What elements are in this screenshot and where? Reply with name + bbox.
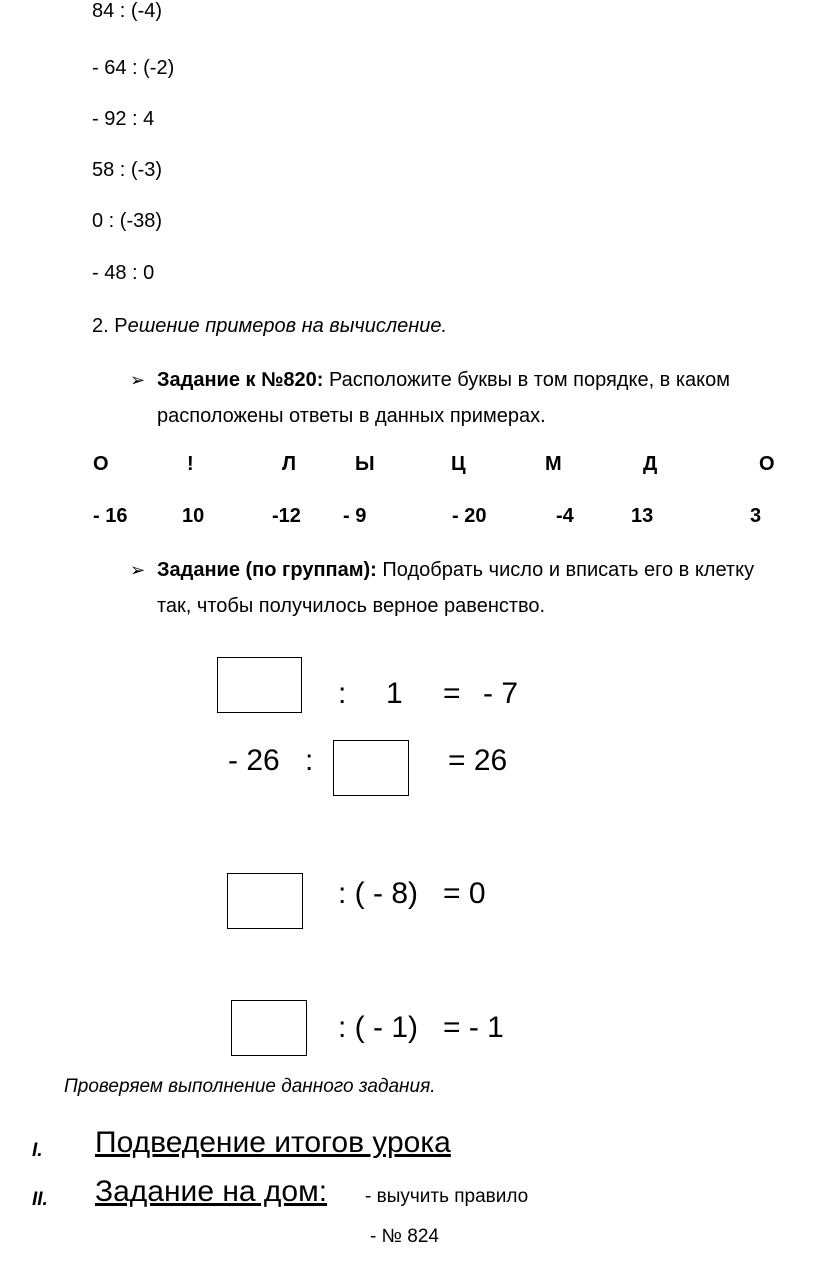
homework-item-rule: - выучить правило <box>365 1186 529 1207</box>
eq4-operator: : ( - 1) <box>338 1011 418 1044</box>
task-820-text-line2: расположены ответы в данных примерах. <box>157 405 546 427</box>
arrow-bullet-icon: ➢ <box>130 370 146 390</box>
example-2: - 64 : (-2) <box>92 57 175 79</box>
answer-box-1[interactable] <box>217 657 302 713</box>
answer-cell: 13 <box>631 505 654 527</box>
eq1-equals: = <box>443 677 461 710</box>
task-820-label: Задание к №820: <box>157 369 324 391</box>
section-heading <box>92 315 447 338</box>
letter-cell: О <box>759 453 775 475</box>
task-820-text-line1: Расположите буквы в том порядке, в каком <box>323 369 731 391</box>
eq1-divisor: 1 <box>386 677 403 710</box>
answer-cell: 3 <box>750 505 762 527</box>
task-820 <box>130 362 810 434</box>
summary-roman-numeral: I. <box>32 1140 43 1161</box>
eq2-result: = 26 <box>448 744 508 777</box>
homework-item-number: - № 824 <box>370 1226 439 1247</box>
example-4: 58 : (-3) <box>92 159 163 181</box>
letter-cell: М <box>545 453 562 475</box>
arrow-bullet-icon: ➢ <box>130 560 146 580</box>
eq3-operator: : ( - 8) <box>338 877 418 910</box>
letter-cell: Д <box>643 453 658 475</box>
eq2-dividend: - 26 <box>228 744 280 777</box>
homework-heading: Задание на дом: <box>95 1175 328 1208</box>
group-task-label: Задание (по группам): <box>157 559 377 581</box>
summary-heading: Подведение итогов урока <box>95 1126 451 1159</box>
example-3: - 92 : 4 <box>92 108 155 130</box>
example-6: - 48 : 0 <box>92 262 155 284</box>
eq3-result: = 0 <box>443 877 486 910</box>
letter-cell: Ы <box>355 453 375 475</box>
answer-box-4[interactable] <box>231 1000 307 1056</box>
example-1: 84 : (-4) <box>92 0 163 22</box>
section-title: ешение примеров на вычисление. <box>127 315 448 337</box>
eq2-operator: : <box>305 744 314 777</box>
eq4-result: = - 1 <box>443 1011 504 1044</box>
answer-cell: -4 <box>556 505 574 527</box>
check-note: Проверяем выполнение данного задания. <box>64 1076 436 1097</box>
group-task-text-line1: Подобрать число и вписать его в клетку <box>376 559 755 581</box>
section-number: 2. Р <box>92 315 128 337</box>
answer-box-2[interactable] <box>333 740 409 796</box>
letter-cell: О <box>93 453 109 475</box>
answer-cell: - 9 <box>343 505 367 527</box>
answer-cell: - 20 <box>452 505 487 527</box>
group-task-text-line2: так, чтобы получилось верное равенство. <box>157 595 546 617</box>
homework-roman-numeral: II. <box>32 1189 48 1210</box>
answer-cell: -12 <box>272 505 301 527</box>
group-task <box>130 552 816 624</box>
example-5: 0 : (-38) <box>92 210 163 232</box>
eq1-operator: : <box>338 677 347 710</box>
answer-cell: - 16 <box>93 505 128 527</box>
letter-cell: ! <box>187 453 194 475</box>
letter-cell: Л <box>282 453 297 475</box>
letter-cell: Ц <box>451 453 466 475</box>
eq1-result: - 7 <box>483 677 519 710</box>
answer-box-3[interactable] <box>227 873 303 929</box>
answer-cell: 10 <box>182 505 205 527</box>
